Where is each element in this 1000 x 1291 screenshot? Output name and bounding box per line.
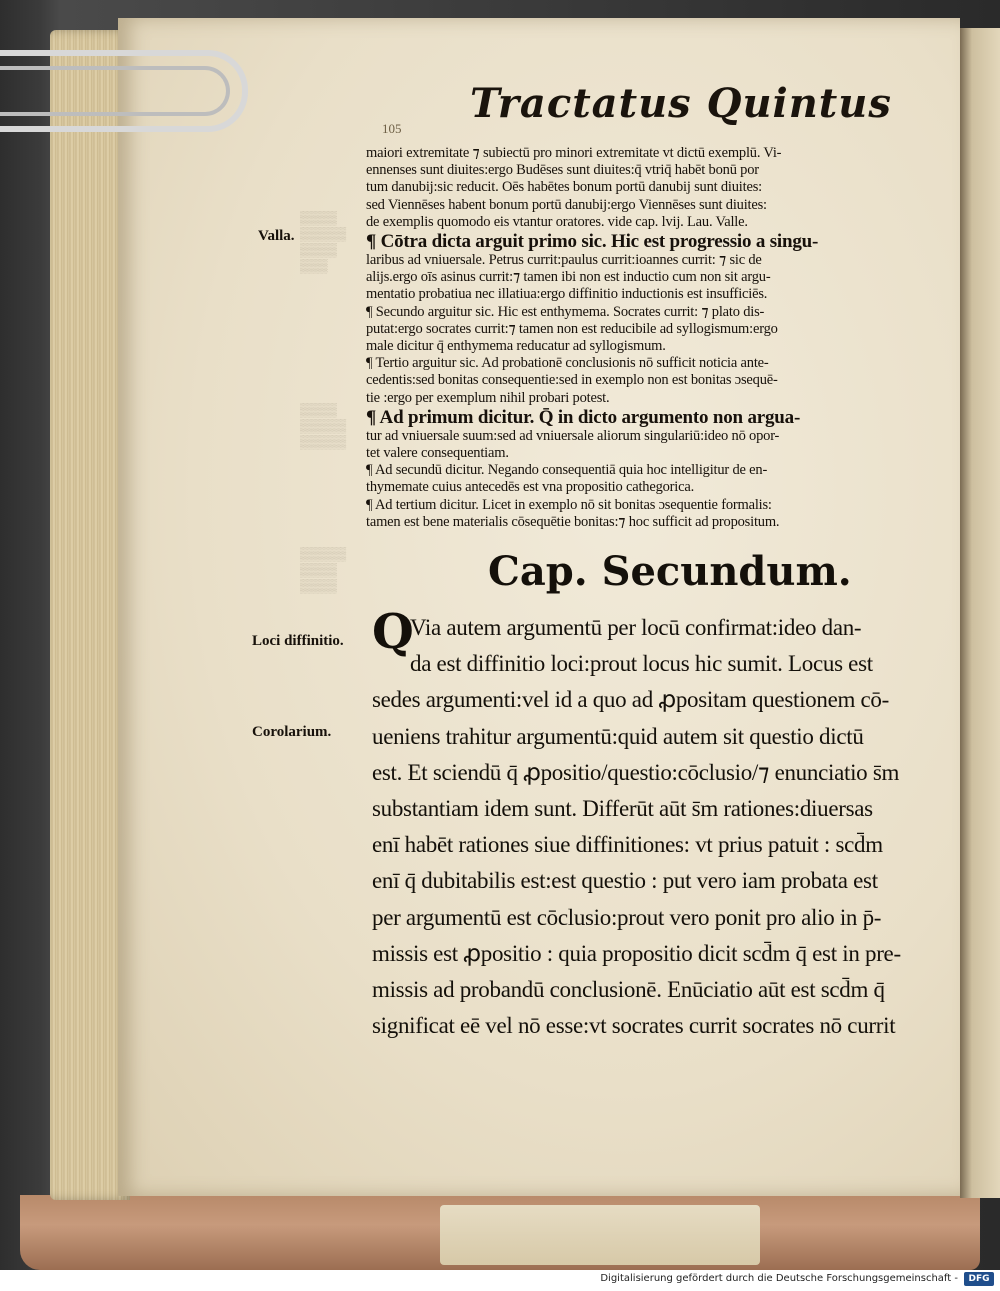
text-line: enī q̄ dubitabilis est:est questio : put vero iam probata est: [372, 868, 878, 894]
text-line: per argumentū est cōclusio:prout vero ponit pro alio in p̄-: [372, 904, 882, 930]
text-line: missis ad probandū conclusionē. Enūciatio aūt est scd̄m q̄: [372, 977, 885, 1003]
text-line: ¶ Cōtra dicta arguit primo sic. Hic est progressio a singu-: [366, 231, 819, 253]
text-line: cedentis:sed bonitas consequentie:sed in exemplo non est bonitas ɔsequē-: [366, 372, 778, 389]
dfg-logo: DFG: [964, 1272, 994, 1286]
text-line: ¶ Tertio arguitur sic. Ad probationē conclusionis nō sufficit noticia ante-: [366, 355, 769, 372]
text-line: enī habēt rationes siue diffinitiones: vt prius patuit : scd̄m: [372, 832, 883, 858]
text-line: tur ad vniuersale suum:sed ad vniuersale aliorum singulariū:ideo nō opor-: [366, 427, 780, 444]
text-line: ¶ Ad tertium dicitur. Licet in exemplo nō sit bonitas ɔsequentie formalis:: [366, 496, 772, 513]
margin-note-corolarium: Corolarium.: [252, 724, 332, 740]
text-line: laribus ad vniuersale. Petrus currit:paulus currit:ioannes currit: ⁊ sic de: [366, 252, 762, 269]
text-line: male dicitur q̄ enthymema reducatur ad syllogismum.: [366, 338, 666, 355]
text-line: ¶ Secundo arguitur sic. Hic est enthymema. Socrates currit: ⁊ plato dis-: [366, 303, 765, 320]
text-line: sedes argumenti:vel id a quo ad ꝓpositam questionem cō-: [372, 687, 889, 713]
running-header: Tractatus Quintus: [470, 80, 892, 127]
text-line: est. Et sciendū q̄ ꝓpositio/questio:cōclusio/⁊ enunciatio s̄m: [372, 759, 900, 785]
upper-text-block: [366, 145, 914, 531]
text-line: ¶ Ad secundū dicitur. Negando consequentiā quia hoc intelligitur de en-: [366, 462, 768, 479]
text-line: ueniens trahitur argumentū:quid autem sit questio dictū: [372, 723, 864, 749]
text-line: da est diffinitio loci:prout locus hic sumit. Locus est: [410, 651, 873, 677]
text-line: putat:ergo socrates currit:⁊ tamen non est reducibile ad syllogismum:ergo: [366, 320, 778, 337]
text-line: sed Viennēses habent bonum portū danubij:ergo Viennēses sunt diuites:: [366, 196, 767, 213]
show-through-left: ▒▒▒▒ ▒▒▒▒▒ ▒▒▒▒ ▒▒▒ ▒▒▒▒ ▒▒▒▒▒ ▒▒▒▒▒ ▒▒▒▒▒ ▒▒▒▒ ▒▒▒▒: [300, 210, 347, 593]
text-line: tet valere consequentiam.: [366, 445, 509, 462]
text-line: alijs.ergo oīs asinus currit:⁊ tamen ibi non est inductio cum non sit argu-: [366, 269, 771, 286]
page-clip-inner: [0, 66, 230, 116]
text-line: Via autem argumentū per locū confirmat:ideo dan-: [410, 615, 862, 640]
digitization-credit: Digitalisierung gefördert durch die Deutsche Forschungsgemeinschaft -: [600, 1273, 958, 1284]
drop-initial: Q: [372, 604, 414, 660]
margin-note-loci: Loci diffinitio.: [252, 633, 344, 649]
text-line: ennenses sunt diuites:ergo Budēses sunt diuites:q̄ vtriq̄ habēt bonū por: [366, 162, 759, 179]
facing-page-edge: [960, 28, 1000, 1198]
chapter-title: Cap. Secundum.: [488, 548, 852, 595]
text-line: significat eē vel nō esse:vt socrates currit socrates nō currit: [372, 1013, 896, 1039]
text-line: thymemate cuius antecedēs est vna propositio cathegorica.: [366, 479, 695, 496]
lower-text-block: [372, 610, 917, 1044]
text-line: mentatio probatiua nec illatiua:ergo diffinitio inductionis est insufficiēs.: [366, 286, 768, 303]
text-line: de exemplis quomodo eis vtantur oratores. vide cap. lvij. Lau. Valle.: [366, 213, 748, 230]
text-line: substantiam idem sunt. Differūt aūt s̄m rationes:diuersas: [372, 796, 873, 822]
book-label-strip: [440, 1205, 760, 1265]
text-line: tie :ergo per exemplum nihil probari potest.: [366, 389, 610, 406]
text-line: missis est ꝓpositio : quia propositio dicit scd̄m q̄ est in pre-: [372, 940, 901, 966]
text-line: tamen est bene materialis cōsequētie bonitas:⁊ hoc sufficit ad propositum.: [366, 513, 780, 530]
text-line: maiori extremitate ⁊ subiectū pro minori extremitate vt dictū exemplū. Vi-: [366, 145, 782, 161]
folio-number: 105: [382, 121, 402, 136]
text-line: tum danubij:sic reducit. Oēs habētes bonum portū danubij sunt diuites:: [366, 179, 762, 196]
margin-note-valla: Valla.: [258, 228, 295, 244]
text-line: ¶ Ad primum dicitur. Q̄ in dicto argumento non argua-: [366, 406, 801, 428]
